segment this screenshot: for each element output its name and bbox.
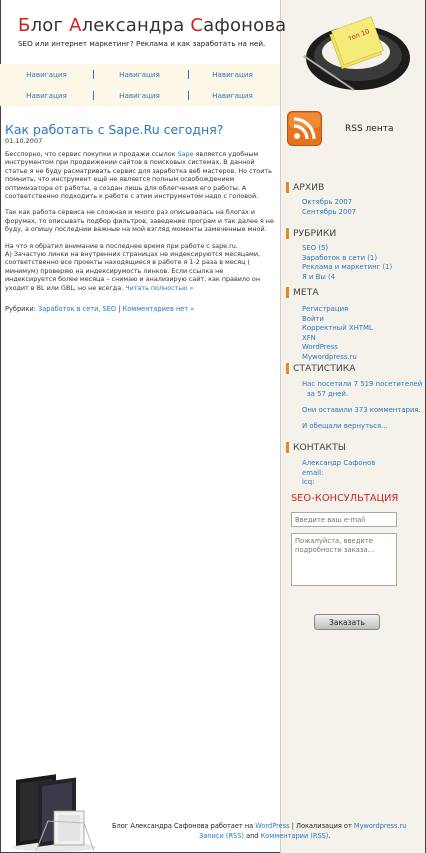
nav-separator xyxy=(93,91,94,100)
nav-link[interactable]: Навигация xyxy=(119,91,160,100)
nav-link[interactable]: Навигация xyxy=(212,70,253,79)
meta-heading: МЕТА xyxy=(286,287,319,298)
nav-link[interactable]: Навигация xyxy=(26,70,67,79)
post-paragraph: Так как работа сервиса не сложная и много раз описывалась на блогах и форумах, то описывать подбор фильтров, заведение програм и так далее я не буду, а опишу последнии важные на мой взгляд моменты замеченные мной. xyxy=(5,208,274,234)
site-title-part: А xyxy=(69,15,82,36)
archive-list xyxy=(302,198,356,217)
meta-link[interactable]: Корректный XHTML xyxy=(302,324,373,332)
separator: | xyxy=(116,305,123,313)
text: На что я обратил внимание в последнее время при работе с sape.ru. xyxy=(5,241,238,250)
footer-credits xyxy=(112,822,406,830)
comments-link[interactable]: Комментариев нет » xyxy=(122,305,195,313)
text: является удобным инструментом при продвижении сайтов в поисковых системах. В данной статье я не буду расматривать сервис для заработка веб мастеров. Но стоить помнить, что инструмент ещё не является полным освобождением оптимизатора от работы, а создан лишь для облегчения его работы. А соответственно подходить к работе с этим инструментом надо с головой. xyxy=(5,150,272,201)
site-title[interactable] xyxy=(18,15,286,36)
meta-link[interactable]: Mywordpress.ru xyxy=(302,352,357,361)
rubrics-label: Рубрики: xyxy=(5,305,39,313)
footer-feeds xyxy=(199,832,331,840)
notes-plate-illustration xyxy=(296,8,414,94)
stats-heading: СТАТИСТИКА xyxy=(286,363,356,374)
sape-link[interactable]: Sape xyxy=(177,150,194,158)
frames-illustration xyxy=(8,765,100,853)
nav-link[interactable]: Навигация xyxy=(212,91,253,100)
rubric-link[interactable]: Реклама и маркетинг (1) xyxy=(302,263,393,271)
archive-link[interactable]: Октябрь 2007 xyxy=(302,198,353,206)
archive-link[interactable]: Сентябрь 2007 xyxy=(302,207,357,216)
post-rubrics xyxy=(5,305,194,313)
rubric-link[interactable]: Заработок в сети (1) xyxy=(302,253,378,262)
read-more-link[interactable]: Читать полностью » xyxy=(125,283,194,292)
rss-feed-link[interactable]: RSS лента xyxy=(345,124,394,134)
rubrics-link[interactable]: Заработок в сети, SEO xyxy=(38,305,117,313)
order-details-field[interactable] xyxy=(291,533,397,586)
text: and xyxy=(243,832,261,840)
text: А) Зачастую линки на внутренних страницах не индексируются месяцами, соответственно все проекты находящиеся в работе я 1-2 раза в месяц ( минимум) проверяю на индексирумость линков. Если ссылка не индексируется более месяца – снимаю и анализирую сайт, как правило он уходит в BL или GBL, но не всегда. xyxy=(5,250,261,292)
post-paragraph xyxy=(5,242,275,292)
meta-link[interactable]: Войти xyxy=(302,314,324,323)
rubric-link[interactable]: Я и Вы (4 xyxy=(302,272,336,281)
contact-icq: icq: xyxy=(302,478,315,486)
stats-return: И обещали вернуться... xyxy=(302,422,388,430)
nav-separator xyxy=(188,91,189,100)
contacts-heading: КОНТАКТЫ xyxy=(286,442,346,453)
site-description: SEO или интернет маркетинг? Реклама и как заработать на ней. xyxy=(18,39,266,48)
site-title-part: лог xyxy=(30,15,70,36)
nav-link[interactable]: Навигация xyxy=(26,91,67,100)
posts-rss-link[interactable]: Записи (RSS) xyxy=(199,832,244,840)
post-body xyxy=(5,150,275,300)
wordpress-link[interactable]: WordPress xyxy=(255,822,290,830)
meta-link[interactable]: WordPress xyxy=(302,343,338,351)
site-title-part: афонова xyxy=(203,15,287,36)
text: | Локализация от xyxy=(289,822,354,830)
email-field[interactable] xyxy=(291,512,397,527)
site-title-part: лександра xyxy=(81,15,191,36)
stats-comments: Они оставили 373 комментария. xyxy=(302,406,421,414)
nav-link[interactable]: Навигация xyxy=(119,70,160,79)
site-title-part: С xyxy=(190,15,204,36)
post-title-link[interactable]: Как работать с Sape.Ru сегодня? xyxy=(5,122,224,137)
stats-visitors: Нас посетили 7 519 посетителей xyxy=(302,380,423,388)
rubrics-list xyxy=(302,244,392,282)
comments-rss-link[interactable]: Комментарии (RSS) xyxy=(260,832,329,840)
contacts-list xyxy=(302,459,375,488)
nav-separator xyxy=(188,70,189,79)
meta-link[interactable]: XFN xyxy=(302,333,316,342)
contact-email: email: xyxy=(302,468,324,477)
svg-text:топ 10: топ 10 xyxy=(346,27,371,43)
text: Блог Александра Сафонова работает на xyxy=(112,822,256,830)
post-paragraph xyxy=(5,150,275,200)
archive-heading: АРХИВ xyxy=(286,182,324,193)
post-date: 01.10.2007 xyxy=(5,137,43,145)
seo-consultation-heading: SEO-КОНСУЛЬТАЦИЯ xyxy=(291,493,399,504)
rss-icon[interactable] xyxy=(287,111,322,146)
site-title-part: Б xyxy=(18,15,31,36)
mywordpress-link[interactable]: Mywordpress.ru xyxy=(353,822,407,830)
meta-list xyxy=(302,305,373,362)
nav-separator xyxy=(93,70,94,79)
nav-row-2 xyxy=(0,85,280,106)
text: . xyxy=(328,832,331,840)
rubrics-heading: РУБРИКИ xyxy=(286,228,336,239)
meta-link[interactable]: Регистрация xyxy=(302,305,349,313)
order-button[interactable]: Заказать xyxy=(314,614,380,630)
stats-days: за 57 дней. xyxy=(307,390,349,398)
rubric-link[interactable]: SEO (5) xyxy=(302,244,329,252)
nav-row-1 xyxy=(0,64,280,85)
contact-name: Александр Сафонов xyxy=(302,459,376,467)
text: Бесспорно, что сервис покупки и продажи ссылок xyxy=(5,150,178,158)
